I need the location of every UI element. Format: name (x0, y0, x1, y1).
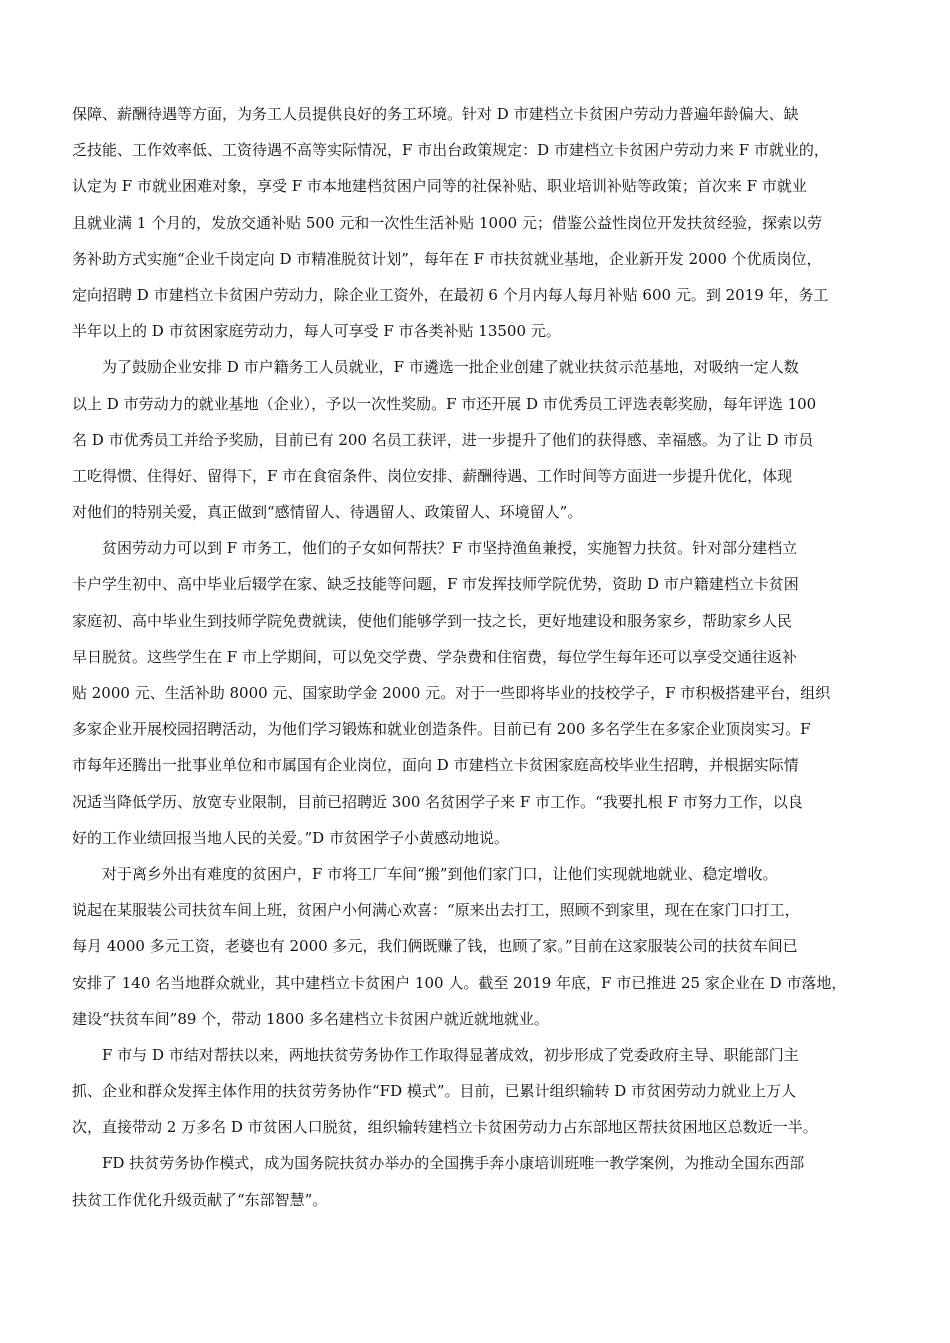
text-line: 多家企业开展校园招聘活动，为他们学习锻炼和就业创造条件。目前已有 200 多名学生在多家企业顶岗实习。F (72, 720, 811, 739)
paragraph-1 (72, 96, 912, 349)
text-line: F 市与 D 市结对帮扶以来，两地扶贫劳务协作工作取得显著成效，初步形成了党委政府主导、职能部门主 (102, 1045, 799, 1064)
text-line: 好的工作业绩回报当地人民的关爱。”D 市贫困学子小黄感动地说。 (72, 828, 509, 847)
text-line: 次，直接带动 2 万多名 D 市贫困人口脱贫，组织输转建档立卡贫困劳动力占东部地区帮扶贫困地区总数近一半。 (72, 1118, 818, 1137)
text-line: 扶贫工作优化升级贡献了“东部智慧”。 (72, 1190, 328, 1209)
paragraph-3 (72, 530, 912, 856)
text-line: 贴 2000 元、生活补助 8000 元、国家助学金 2000 元。对于一些即将毕业的技校学子，F 市积极搭建平台，组织 (72, 684, 831, 702)
text-line: 建设“扶贫车间”89 个，带动 1800 多名建档立卡贫困户就近就地就业。 (72, 1009, 549, 1028)
text-line: 家庭初、高中毕业生到技师学院免费就读，使他们能够学到一技之长，更好地建设和服务家乡，帮助家乡人民 (72, 611, 793, 630)
text-line: 认定为 F 市就业困难对象，享受 F 市本地建档贫困户同等的社保补贴、职业培训补贴等政策；首次来 F 市就业 (72, 177, 807, 196)
text-line: 半年以上的 D 市贫困家庭劳动力，每人可享受 F 市各类补贴 13500 元。 (72, 322, 561, 341)
text-line: 每月 4000 多元工资，老婆也有 2000 多元，我们俩既赚了钱，也顾了家。”目前在这家服装公司的扶贫车间已 (72, 937, 798, 956)
paragraph-4 (72, 856, 912, 1037)
text-line: 安排了 140 名当地群众就业，其中建档立卡贫困户 100 人。截至 2019 年底，F 市已推进 25 家企业在 D 市落地， (72, 973, 847, 992)
text-line: 且就业满 1 个月的，发放交通补贴 500 元和一次性生活补贴 1000 元；借鉴公益性岗位开发扶贫经验，探索以劳 (72, 213, 822, 232)
text-line: 为了鼓励企业安排 D 市户籍务工人员就业，F 市遴选一批企业创建了就业扶贫示范基地，对吸纳一定人数 (102, 358, 799, 377)
text-line: 贫困劳动力可以到 F 市务工，他们的子女如何帮扶？F 市坚持渔鱼兼授，实施智力扶贫。针对部分建档立 (102, 539, 798, 558)
text-line: 市每年还腾出一批事业单位和市属国有企业岗位，面向 D 市建档立卡贫困家庭高校毕业生招聘，并根据实际情 (72, 756, 799, 775)
text-line: 定向招聘 D 市建档立卡贫困户劳动力，除企业工资外，在最初 6 个月内每人每月补贴 600 元。到 2019 年，务工 (72, 285, 829, 304)
text-line: 名 D 市优秀员工并给予奖励，目前已有 200 名员工获评，进一步提升了他们的获得感、幸福感。为了让 D 市员 (72, 430, 814, 449)
paragraph-5 (72, 1037, 912, 1146)
paragraph-2 (72, 349, 912, 530)
text-line: 抓、企业和群众发挥主体作用的扶贫劳务协作“FD 模式”。目前，已累计组织输转 D 市贫困劳动力就业上万人 (72, 1082, 797, 1101)
text-line: FD 扶贫劳务协作模式，成为国务院扶贫办举办的全国携手奔小康培训班唯一教学案例，为推动全国东西部 (102, 1154, 805, 1173)
text-line: 早日脱贫。这些学生在 F 市上学期间，可以免交学费、学杂费和住宿费，每位学生每年还可以享受交通往返补 (72, 647, 797, 666)
text-line: 对他们的特别关爱，真正做到“感情留人、待遇留人、政策留人、环境留人”。 (72, 503, 583, 522)
text-line: 说起在某服装公司扶贫车间上班，贫困户小何满心欢喜：“原来出去打工，照顾不到家里，现在在家门口打工， (72, 901, 800, 920)
text-line: 务补助方式实施“企业千岗定向 D 市精准脱贫计划”，每年在 F 市扶贫就业基地，企业新开发 2000 个优质岗位， (72, 249, 822, 268)
text-line: 工吃得惯、住得好、留得下，F 市在食宿条件、岗位安排、薪酬待遇、工作时间等方面进一步提升优化，体现 (72, 466, 793, 485)
text-line: 乏技能、工作效率低、工资待遇不高等实际情况，F 市出台政策规定：D 市建档立卡贫困户劳动力来 F 市就业的， (72, 141, 829, 160)
text-line: 以上 D 市劳动力的就业基地（企业），予以一次性奖励。F 市还开展 D 市优秀员工评选表彰奖励，每年评选 100 (72, 394, 817, 413)
text-line: 对于离乡外出有难度的贫困户，F 市将工厂车间“搬”到他们家门口，让他们实现就地就业、稳定增收。 (102, 864, 778, 883)
text-line: 保障、薪酬待遇等方面，为务工人员提供良好的务工环境。针对 D 市建档立卡贫困户劳动力普遍年龄偏大、缺 (72, 105, 799, 123)
paragraph-6 (72, 1145, 912, 1217)
document-page (72, 96, 912, 1218)
text-line: 卡户学生初中、高中毕业后辍学在家、缺乏技能等问题，F 市发挥技师学院优势，资助 D 市户籍建档立卡贫困 (72, 575, 799, 594)
text-line: 况适当降低学历、放宽专业限制，目前已招聘近 300 名贫困学子来 F 市工作。“我要扎根 F 市努力工作，以良 (72, 792, 803, 811)
